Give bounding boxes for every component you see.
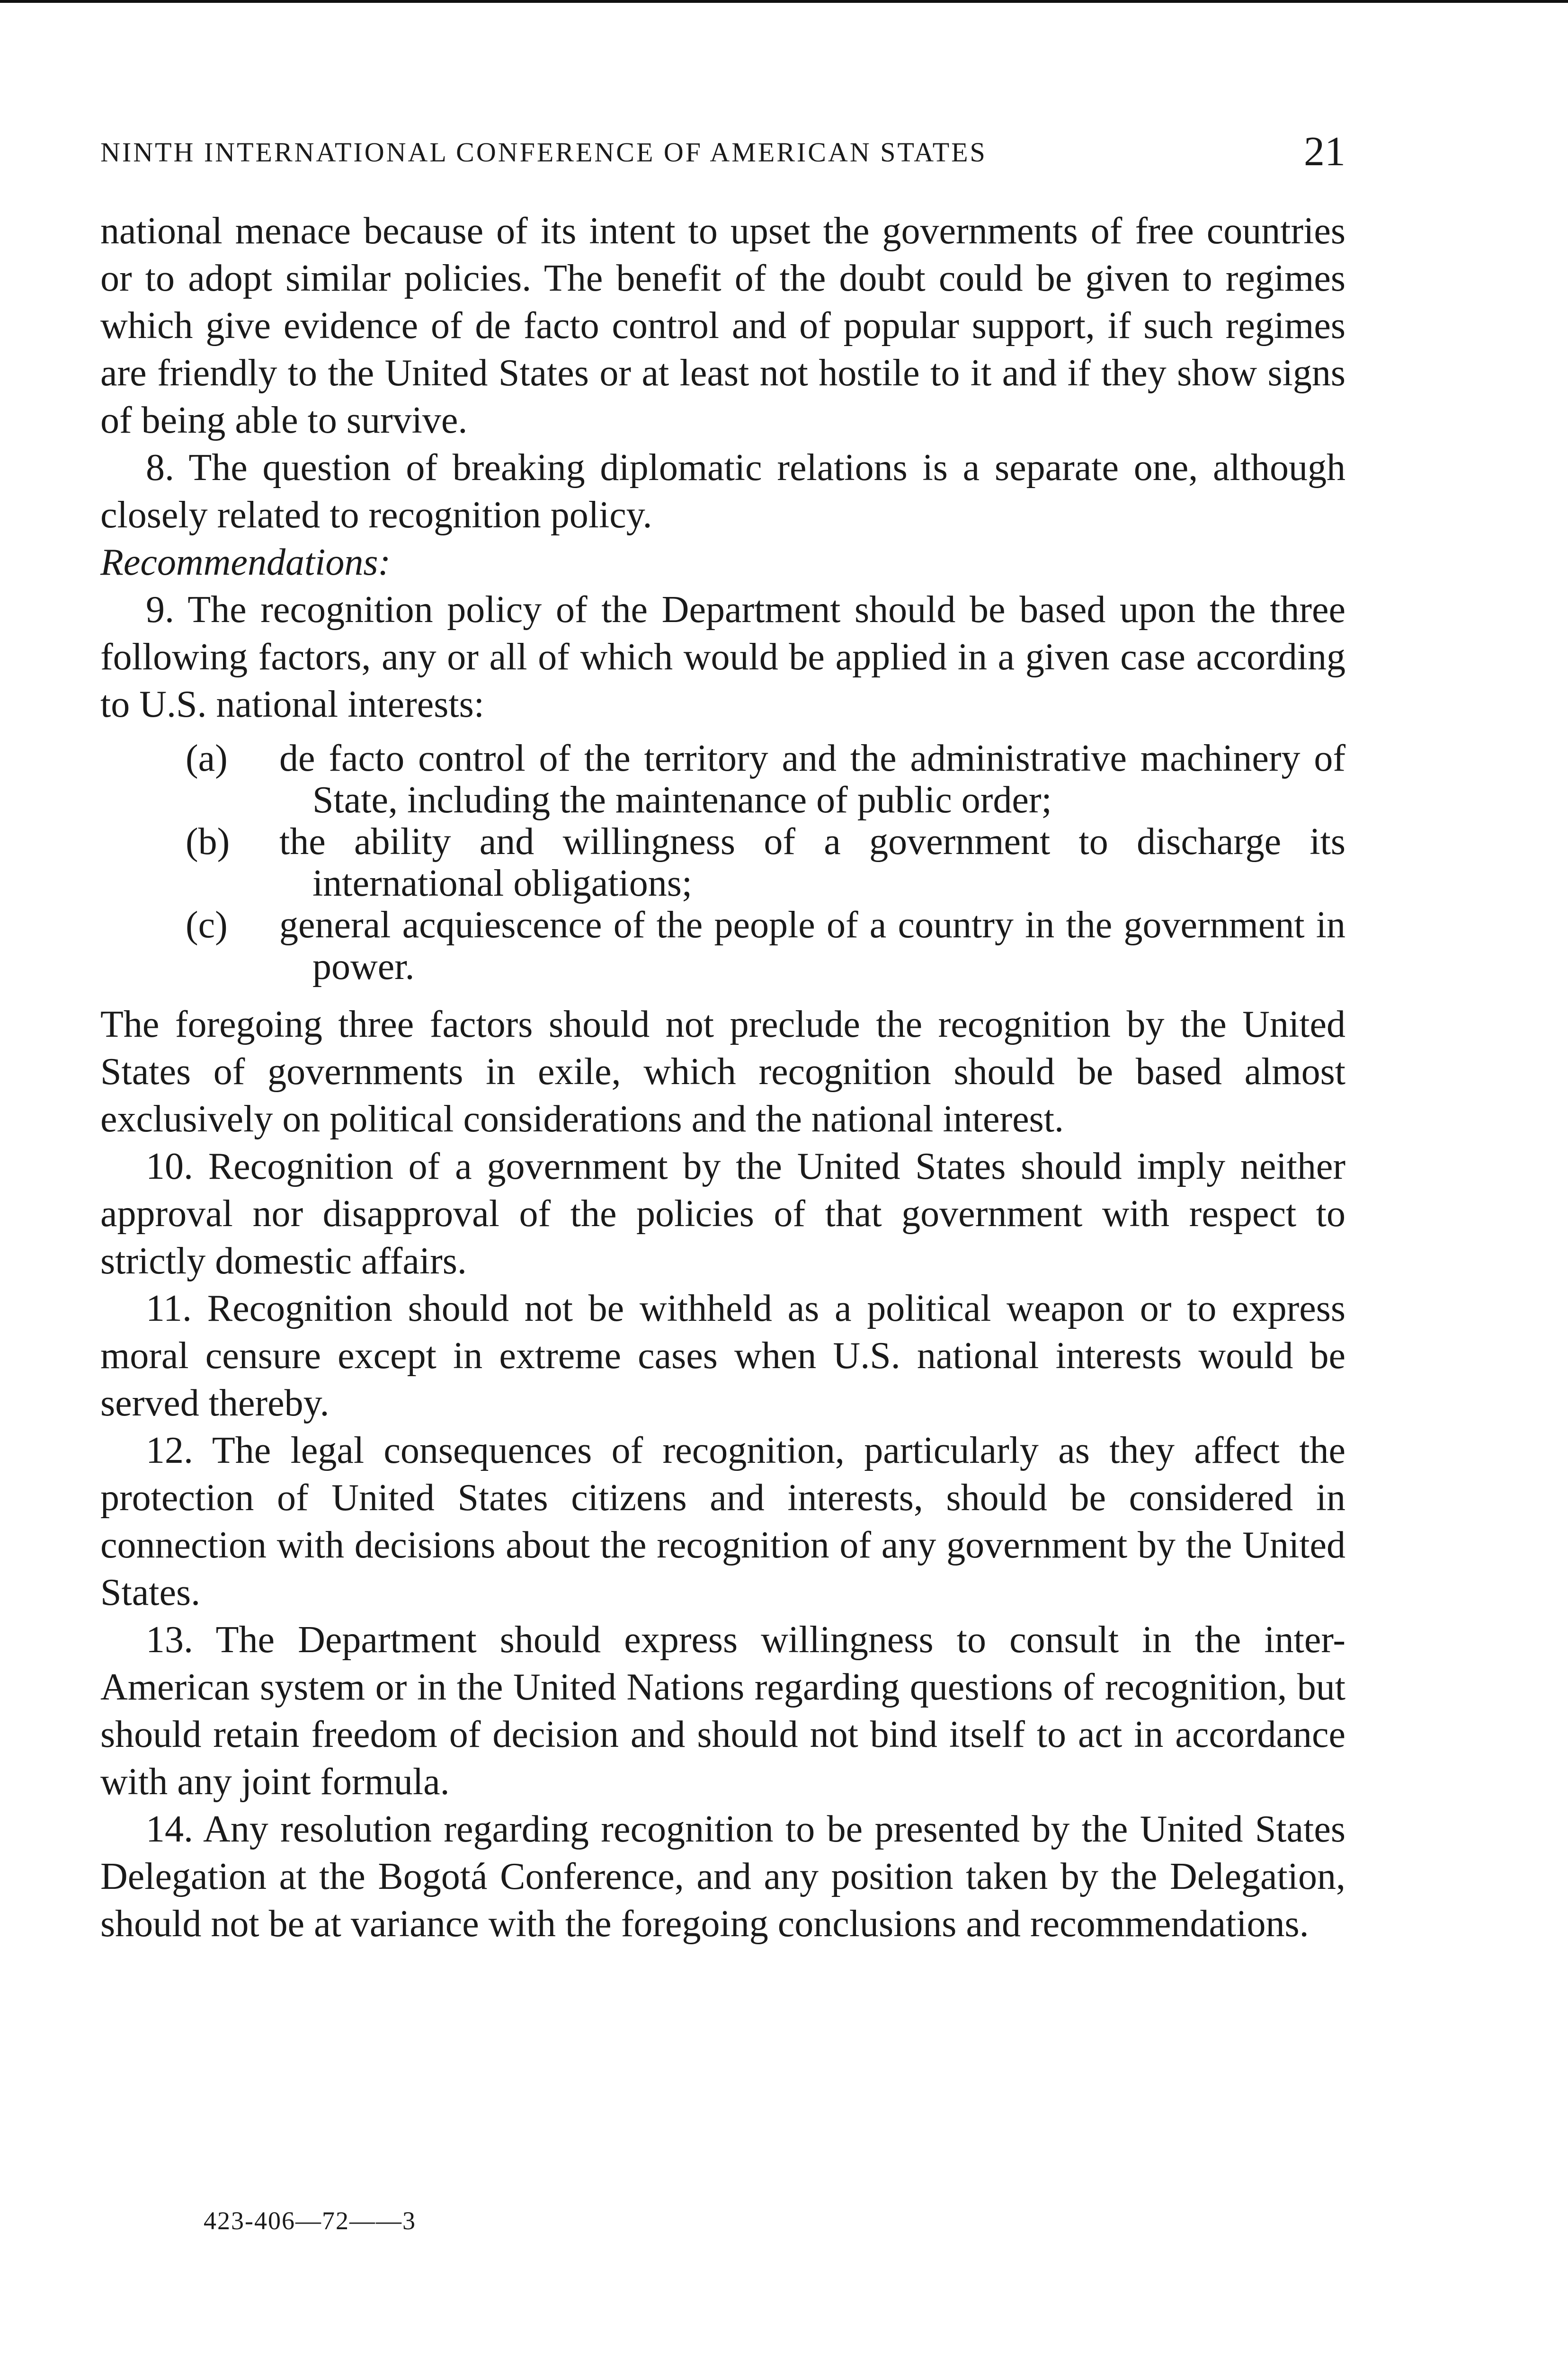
factor-letter: (c) (186, 904, 228, 946)
factor-list (100, 738, 1345, 988)
factor-item-c (100, 904, 1345, 988)
paragraph-12: 12. The legal consequences of recognition, particularly as they affect the protection of United States citizens and interests, should be considered in connection with decisions about the recognition of any government by the United States. (100, 1430, 1345, 1613)
factor-text: general acquiescence of the people of a country in the government in power. (279, 904, 1345, 988)
factor-letter: (a) (186, 738, 228, 779)
factor-letter: (b) (186, 821, 230, 863)
factor-text: the ability and willingness of a government to discharge its international obligations; (279, 821, 1345, 904)
paragraph-11: 11. Recognition should not be withheld as a political weapon or to express moral censure except in extreme cases when U.S. national interests would be served thereby. (100, 1288, 1345, 1424)
print-code: 423-406—72——3 (204, 2207, 416, 2235)
page-body (100, 207, 1345, 1948)
factor-item-a (100, 738, 1345, 821)
factor-text: de facto control of the territory and the administrative machinery of State, including the maintenance of public order; (279, 738, 1345, 821)
paragraph-8: 8. The question of breaking diplomatic relations is a separate one, although closely related to recognition policy. (100, 447, 1345, 536)
paragraph-9: 9. The recognition policy of the Department should be based upon the three following factors, any or all of which would be applied in a given case according to U.S. national interests: (100, 589, 1345, 725)
paragraph-14: 14. Any resolution regarding recognition to be presented by the United States Delegation at the Bogotá Conference, and any position taken by the Delegation, should not be at variance with the foregoing conclusions and recommendations. (100, 1808, 1345, 1945)
recommendations-heading: Recommendations: (100, 542, 391, 583)
page-header (100, 128, 1345, 180)
running-head: NINTH INTERNATIONAL CONFERENCE OF AMERICAN STATES (100, 137, 987, 168)
top-border-rule (0, 0, 1568, 3)
page-number: 21 (1304, 129, 1345, 175)
paragraph-intro: national menace because of its intent to upset the governments of free countries or to adopt similar policies. The benefit of the doubt could be given to regimes which give evidence of de facto control and of popular support, if such regimes are friendly to the United States or at least not hostile to it and if they show signs of being able to survive. (100, 210, 1345, 441)
paragraph-10: 10. Recognition of a government by the United States should imply neither approval nor disapproval of the policies of that government with respect to strictly domestic affairs. (100, 1146, 1345, 1282)
factor-item-b (100, 821, 1345, 904)
paragraph-after-factors: The foregoing three factors should not preclude the recognition by the United States of governments in exile, which recognition should be based almost exclusively on political considerations and the national interest. (100, 1004, 1345, 1140)
paragraph-13: 13. The Department should express willingness to consult in the inter-American system or in the United Nations regarding questions of recognition, but should retain freedom of decision and should not bind itself to act in accordance with any joint formula. (100, 1619, 1345, 1803)
